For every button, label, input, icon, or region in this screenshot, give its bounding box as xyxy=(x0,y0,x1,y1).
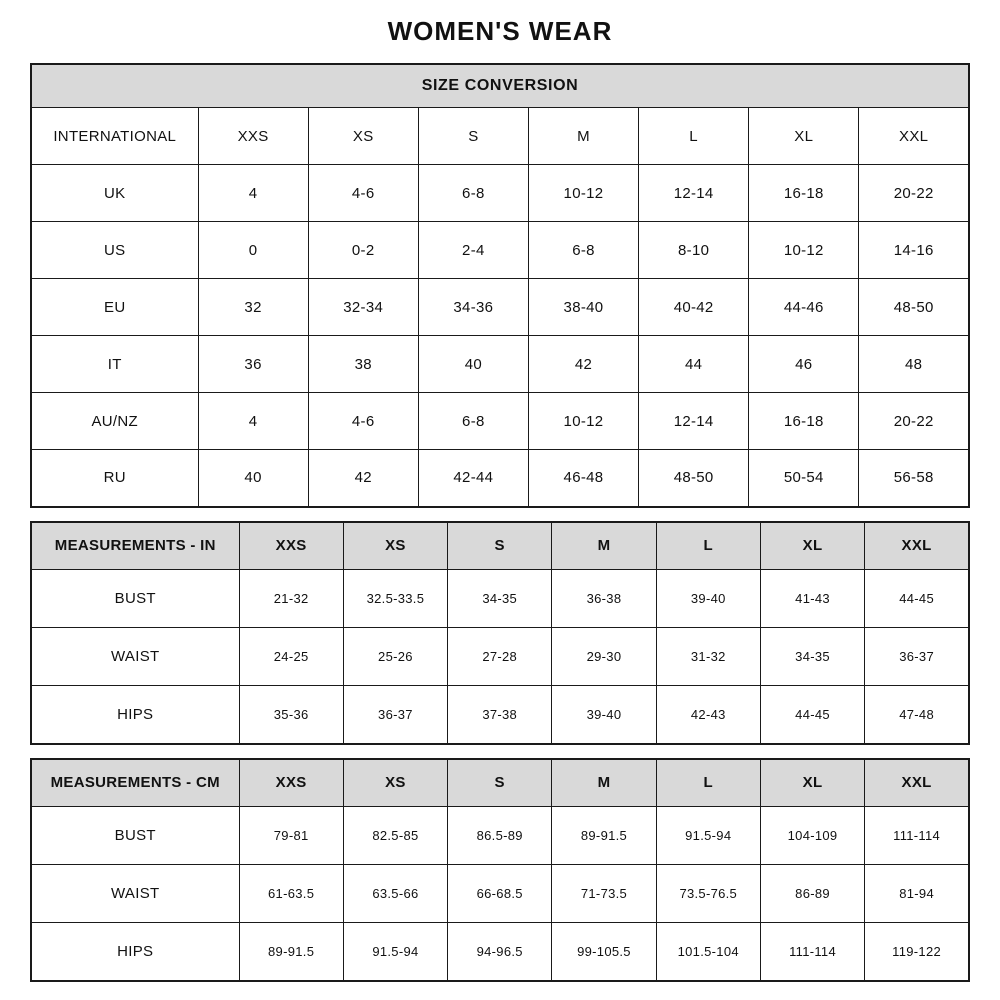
measurements-cm-title: MEASUREMENTS - CM xyxy=(31,759,239,807)
value-cell: 0 xyxy=(198,222,308,279)
measurements-in-title: MEASUREMENTS - IN xyxy=(31,522,239,570)
value-cell: 37-38 xyxy=(448,686,552,744)
value-cell: 4 xyxy=(198,393,308,450)
value-cell: S xyxy=(418,108,528,165)
value-cell: 39-40 xyxy=(552,686,656,744)
value-cell: 34-36 xyxy=(418,279,528,336)
value-cell: 46-48 xyxy=(528,450,638,507)
value-cell: 71-73.5 xyxy=(552,865,656,923)
value-cell: 63.5-66 xyxy=(343,865,447,923)
value-cell: 40 xyxy=(418,336,528,393)
size-conversion-title: SIZE CONVERSION xyxy=(31,64,969,108)
page-title: WOMEN'S WEAR xyxy=(387,16,613,46)
value-cell: 6-8 xyxy=(528,222,638,279)
row-label: UK xyxy=(31,165,198,222)
size-column-header: L xyxy=(656,759,760,807)
value-cell: 4-6 xyxy=(308,165,418,222)
value-cell: 91.5-94 xyxy=(343,923,447,981)
table-row xyxy=(31,393,969,450)
value-cell: L xyxy=(639,108,749,165)
value-cell: 20-22 xyxy=(859,165,969,222)
value-cell: 36-38 xyxy=(552,570,656,628)
value-cell: 4-6 xyxy=(308,393,418,450)
size-column-header: M xyxy=(552,522,656,570)
row-label: US xyxy=(31,222,198,279)
value-cell: 36 xyxy=(198,336,308,393)
value-cell: 46 xyxy=(749,336,859,393)
table-title-row xyxy=(31,64,969,108)
value-cell: 27-28 xyxy=(448,628,552,686)
value-cell: 29-30 xyxy=(552,628,656,686)
value-cell: 25-26 xyxy=(343,628,447,686)
value-cell: 44-45 xyxy=(865,570,969,628)
value-cell: 104-109 xyxy=(760,807,864,865)
value-cell: 42-43 xyxy=(656,686,760,744)
value-cell: 44 xyxy=(639,336,749,393)
value-cell: 40-42 xyxy=(639,279,749,336)
value-cell: 24-25 xyxy=(239,628,343,686)
value-cell: 111-114 xyxy=(865,807,969,865)
row-label: BUST xyxy=(31,807,239,865)
table-row xyxy=(31,570,969,628)
value-cell: 38 xyxy=(308,336,418,393)
value-cell: 73.5-76.5 xyxy=(656,865,760,923)
value-cell: 16-18 xyxy=(749,393,859,450)
table-row xyxy=(31,865,969,923)
value-cell: 12-14 xyxy=(639,393,749,450)
value-cell: M xyxy=(528,108,638,165)
size-column-header: XS xyxy=(343,522,447,570)
value-cell: 42-44 xyxy=(418,450,528,507)
row-label: WAIST xyxy=(31,628,239,686)
value-cell: XXL xyxy=(859,108,969,165)
value-cell: 6-8 xyxy=(418,165,528,222)
value-cell: 119-122 xyxy=(865,923,969,981)
value-cell: 41-43 xyxy=(760,570,864,628)
table-row xyxy=(31,923,969,981)
value-cell: 47-48 xyxy=(865,686,969,744)
value-cell: XXS xyxy=(198,108,308,165)
value-cell: XL xyxy=(749,108,859,165)
table-row xyxy=(31,336,969,393)
value-cell: 89-91.5 xyxy=(239,923,343,981)
value-cell: 61-63.5 xyxy=(239,865,343,923)
value-cell: 10-12 xyxy=(749,222,859,279)
table-row xyxy=(31,686,969,744)
table-row xyxy=(31,222,969,279)
value-cell: 44-45 xyxy=(760,686,864,744)
value-cell: 42 xyxy=(308,450,418,507)
value-cell: 91.5-94 xyxy=(656,807,760,865)
value-cell: 14-16 xyxy=(859,222,969,279)
value-cell: 10-12 xyxy=(528,393,638,450)
value-cell: 12-14 xyxy=(639,165,749,222)
value-cell: 2-4 xyxy=(418,222,528,279)
size-column-header: L xyxy=(656,522,760,570)
value-cell: 20-22 xyxy=(859,393,969,450)
value-cell: 38-40 xyxy=(528,279,638,336)
value-cell: 48-50 xyxy=(639,450,749,507)
value-cell: 89-91.5 xyxy=(552,807,656,865)
value-cell: 101.5-104 xyxy=(656,923,760,981)
value-cell: 99-105.5 xyxy=(552,923,656,981)
size-column-header: S xyxy=(448,759,552,807)
row-label: AU/NZ xyxy=(31,393,198,450)
value-cell: 56-58 xyxy=(859,450,969,507)
value-cell: 44-46 xyxy=(749,279,859,336)
value-cell: 36-37 xyxy=(343,686,447,744)
value-cell: 10-12 xyxy=(528,165,638,222)
size-chart-page xyxy=(30,0,970,982)
size-column-header: XL xyxy=(760,759,864,807)
value-cell: 32 xyxy=(198,279,308,336)
value-cell: 4 xyxy=(198,165,308,222)
value-cell: 16-18 xyxy=(749,165,859,222)
value-cell: 21-32 xyxy=(239,570,343,628)
row-label: WAIST xyxy=(31,865,239,923)
value-cell: 32-34 xyxy=(308,279,418,336)
size-column-header: XXL xyxy=(865,522,969,570)
size-column-header: M xyxy=(552,759,656,807)
value-cell: 42 xyxy=(528,336,638,393)
value-cell: 40 xyxy=(198,450,308,507)
table-header-row xyxy=(31,522,969,570)
row-label: HIPS xyxy=(31,686,239,744)
value-cell: 81-94 xyxy=(865,865,969,923)
value-cell: XS xyxy=(308,108,418,165)
value-cell: 94-96.5 xyxy=(448,923,552,981)
value-cell: 39-40 xyxy=(656,570,760,628)
row-label: IT xyxy=(31,336,198,393)
size-column-header: S xyxy=(448,522,552,570)
row-label: INTERNATIONAL xyxy=(31,108,198,165)
size-column-header: XXS xyxy=(239,759,343,807)
row-label: BUST xyxy=(31,570,239,628)
table-header-row xyxy=(31,759,969,807)
value-cell: 48 xyxy=(859,336,969,393)
value-cell: 82.5-85 xyxy=(343,807,447,865)
table-row xyxy=(31,450,969,507)
value-cell: 31-32 xyxy=(656,628,760,686)
table-row xyxy=(31,807,969,865)
size-column-header: XXL xyxy=(865,759,969,807)
value-cell: 32.5-33.5 xyxy=(343,570,447,628)
value-cell: 0-2 xyxy=(308,222,418,279)
row-label: EU xyxy=(31,279,198,336)
value-cell: 34-35 xyxy=(760,628,864,686)
value-cell: 86-89 xyxy=(760,865,864,923)
row-label: HIPS xyxy=(31,923,239,981)
size-conversion-table xyxy=(30,63,970,508)
size-column-header: XXS xyxy=(239,522,343,570)
measurements-cm-table xyxy=(30,758,970,982)
size-column-header: XS xyxy=(343,759,447,807)
value-cell: 79-81 xyxy=(239,807,343,865)
value-cell: 8-10 xyxy=(639,222,749,279)
value-cell: 86.5-89 xyxy=(448,807,552,865)
table-row xyxy=(31,628,969,686)
measurements-in-table xyxy=(30,521,970,745)
size-column-header: XL xyxy=(760,522,864,570)
value-cell: 50-54 xyxy=(749,450,859,507)
table-row xyxy=(31,165,969,222)
table-row xyxy=(31,279,969,336)
value-cell: 35-36 xyxy=(239,686,343,744)
row-label: RU xyxy=(31,450,198,507)
value-cell: 111-114 xyxy=(760,923,864,981)
value-cell: 34-35 xyxy=(448,570,552,628)
value-cell: 36-37 xyxy=(865,628,969,686)
value-cell: 6-8 xyxy=(418,393,528,450)
table-row xyxy=(31,108,969,165)
value-cell: 66-68.5 xyxy=(448,865,552,923)
value-cell: 48-50 xyxy=(859,279,969,336)
